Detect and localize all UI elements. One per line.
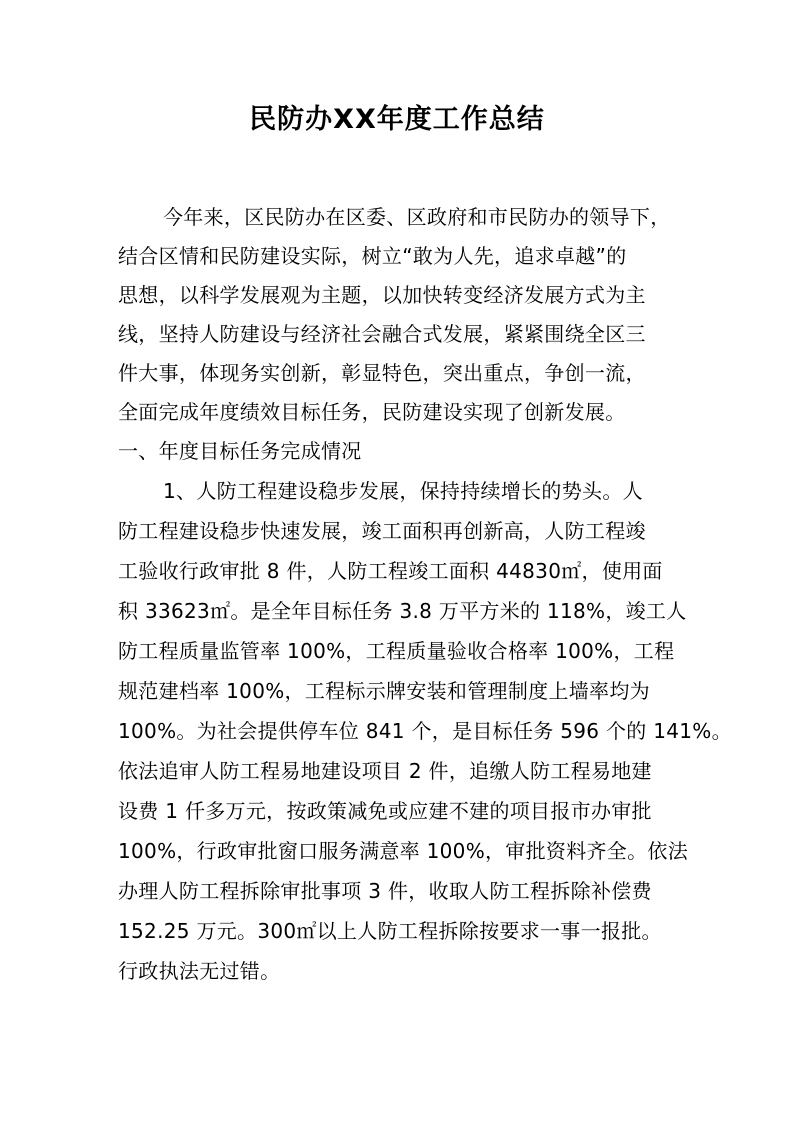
paragraph-line: 办理人防工程拆除审批事项 3 件，收取人防工程拆除补偿费 xyxy=(118,879,652,903)
section-heading: 一、年度目标任务完成情况 xyxy=(118,439,362,463)
paragraph-line: 100%，行政审批窗口服务满意率 100%，审批资料齐全。依法 xyxy=(118,839,689,863)
paragraph-line: 100%。为社会提供停车位 841 个，是目标任务 596 个的 141%。 xyxy=(118,719,732,743)
paragraph-line: 今年来，区民防办在区委、区政府和市民防办的领导下， xyxy=(163,205,671,229)
paragraph-line: 工验收行政审批 8 件，人防工程竣工面积 44830㎡，使用面 xyxy=(118,559,663,583)
paragraph-line: 规范建档率 100%，工程标示牌安装和管理制度上墙率均为 xyxy=(118,679,650,703)
paragraph-line: 防工程建设稳步快速发展，竣工面积再创新高，人防工程竣 xyxy=(118,519,646,543)
paragraph-line: 防工程质量监管率 100%，工程质量验收合格率 100%，工程 xyxy=(118,639,675,663)
paragraph-line: 1、人防工程建设稳步发展，保持持续增长的势头。人 xyxy=(163,479,643,503)
paragraph-line: 积 33623㎡。是全年目标任务 3.8 万平方米的 118%，竣工人 xyxy=(118,599,687,623)
paragraph-line: 行政执法无过错。 xyxy=(118,959,281,983)
paragraph-line: 设费 1 仟多万元，按政策减免或应建不建的项目报市办审批 xyxy=(118,799,652,823)
document-title: 民防办XX年度工作总结 xyxy=(249,104,545,135)
paragraph-line: 152.25 万元。300㎡以上人防工程拆除按要求一事一报批。 xyxy=(118,919,662,943)
paragraph-line: 依法追审人防工程易地建设项目 2 件，追缴人防工程易地建 xyxy=(118,759,652,783)
paragraph-line: 思想，以科学发展观为主题，以加快转变经济发展方式为主 xyxy=(118,283,646,307)
paragraph-line: 线，坚持人防建设与经济社会融合式发展，紧紧围绕全区三 xyxy=(118,322,646,346)
paragraph-line: 全面完成年度绩效目标任务，民防建设实现了创新发展。 xyxy=(118,400,626,424)
paragraph-line: 结合区情和民防建设实际，树立“敢为人先，追求卓越”的 xyxy=(118,244,627,268)
paragraph-line: 件大事，体现务实创新，彰显特色，突出重点，争创一流， xyxy=(118,361,646,385)
